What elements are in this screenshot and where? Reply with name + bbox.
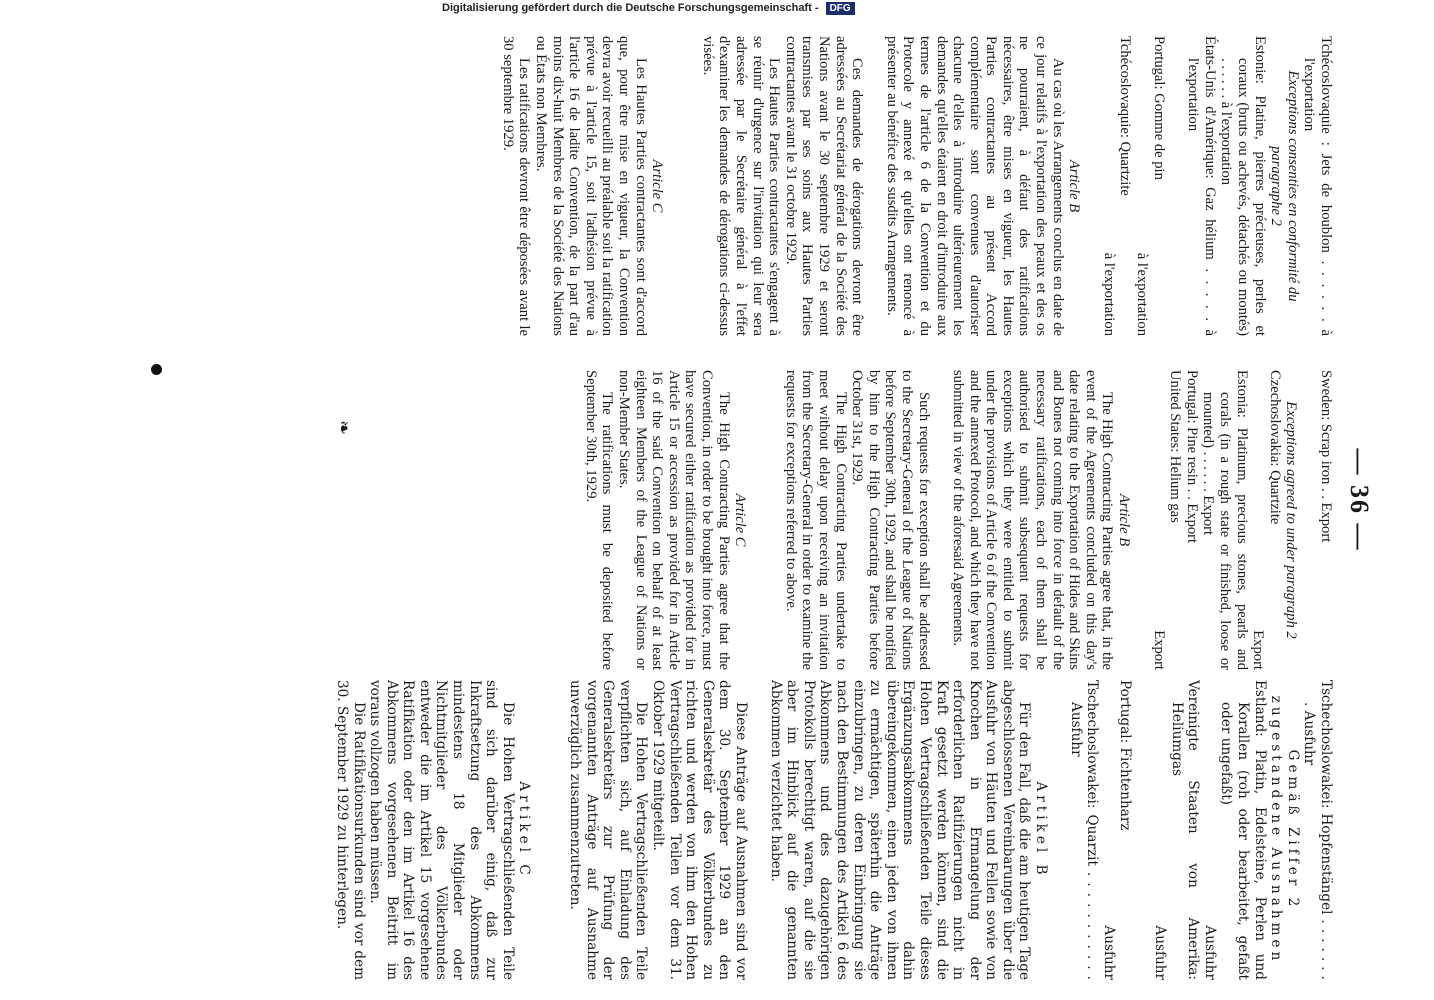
de-portugal-export: Ausfuhr [1100,925,1117,980]
fr-article-b-para-3: Les Hautes Parties contractantes s'engagent à se réunir d'urgence sur l'invitation qui leur sera adressée par le Secrétaire général à l'effet d'examiner les demandes de dérogations ci-dessus visées. [699,36,783,336]
de-article-c-para-1: Die Hohen Vertragschließenden Teile sind sich darüber einig, daß zur Inkraftsetzung des Abkommens mindestens 18 Mitglieder oder Nichtmitglieder des Völkerbundes entweder die im Artikel 15 vorgesehene Ratifikation oder den im Artikel 16 des Abkommens vorgesehenen Beitritt im voraus vollzogen haben müssen. [367,680,516,980]
de-usa-helium-export: Ausfuhr [1152,925,1169,980]
en-usa-helium: United States: Helium gas [1167,370,1184,523]
en-czech-quartzite: Czechoslovakia: Quartzite [1266,370,1283,525]
scan-mark: ❧ [334,420,354,436]
en-usa-helium-export: Export [1150,630,1167,670]
en-sweden: Sweden: Scrap iron . . Export [1318,370,1334,543]
en-czech-quartzite-export: Export [1250,630,1267,670]
fr-article-b-para-2: Ces demandes de dérogations devront être adressées au Secrétariat général de la Société des Nations avant le 30 septembre 1929 et seront transmises par ses soins aux Hautes Parties contractantes avant le 31 octobre 1929. [782,36,866,336]
digitization-credit [442,2,851,18]
credit-text: Digitalisierung gefördert durch die Deutsche Forschungsgemeinschaft - [442,2,819,14]
en-article-b-para-3: The High Contracting Parties undertake to meet without delay upon receiving an invitation from the Secretary-General in order to examine the requests for exceptions referred to above. [782,370,849,670]
de-estonia: Estland: Platin, Edelsteine, Perlen und Korallen (roh oder bearbeitet, gefaßt oder ungefaßt) [1218,680,1268,980]
english-column [582,370,1334,670]
fr-portugal: Portugal: Gomme de pin [1150,36,1167,180]
en-estonia: Estonia: Platinum, precious stones, pearls and corals (in a rough state or finished, loose or mounted) . . . . . . Export [1200,370,1250,670]
de-article-c-para-2: Die Ratifikationsurkunden sind vor dem 30. September 1929 zu hinterlegen. [333,680,367,980]
french-column [499,36,1334,336]
german-column [333,680,1334,980]
fr-article-b-para-1: Au cas où les Arrangements conclus en date de ce jour relatifs à l'exportation des peaux et des os ne pourraient, à défaut des ratifications nécessaires, être mises en vigueur, les Hautes Parties contractantes au présent Accord complémentaire sont convenues d'autoriser chacune d'elles à introduire ultérieurement les demandes qu'elles étaient en droit d'introduire aux termes de l'article 6 de la Convention et du Protocole y annexé et qu'elles ont renoncé à présenter au bénéfice des susdits Arrangements. [883,36,1066,336]
dfg-logo: DFG [826,2,855,15]
de-article-b-para-1: Für den Fall, daß die am heutigen Tage abgeschlossenen Vereinbarungen über die Ausfuhr von Häuten und Fellen sowie von Knochen in Ermangelung der erforderlichen Ratifizierungen nicht in Kraft gesetzt werden können, sind die Hohen Vertragschließenden Teile dieses Ergänzungsabkommens dahin übereingekommen, einen jeden von ihnen zu ermächtigen, späterhin die Anträge einzubringen, zu deren Einbringung sie nach den Bestimmungen des Artikel 6 des Abkommens und des dazugehörigen Protokolls berechtigt waren, auf die sie aber im Hinblick auf die genannten Abkommen verzichtet haben. [767,680,1033,980]
en-article-c-para-2: The ratifications must be deposited before September 30th, 1929. [582,370,616,670]
de-exceptions-heading: Gemäß Ziffer 2 zugestandene Ausnahmen [1268,695,1301,965]
en-article-b-para-1: The High Contracting Parties agree that, in the event of the Agreements concluded on this day's date relating to the Exportation of Hides and Skins and Bones not coming into force in default of the necessary ratifications, each of them shall be authorised to submit subsequent requests for exceptions which they were entitled to submit under the provisions of Article 6 of the Convention and the annexed Protocol, and which they have not submitted in view of the aforesaid Agreements. [950,370,1116,670]
de-article-b-para-2: Diese Anträge auf Ausnahmen sind vor dem 30. September 1929 an den Generalsekretär des Völkerbundes zu richten und werden von ihm den Hohen Vertragschließenden Teilen vor dem 31. Oktober 1929 mitgeteilt. [650,680,749,980]
fr-usa-helium: États-Unis d'Amérique: Gaz hélium . . . . . à l'exportation [1185,36,1218,336]
de-article-b-heading: Artikel B [1033,781,1050,879]
fr-czech-hops: Tchécoslovaquie : Jets de houblon . . . . . . à l'exportation [1301,36,1334,336]
ink-dot-mark [151,364,162,375]
en-article-c-para-1: The High Contracting Parties agree that the Convention, in order to be brought into force, must have secured either ratification as provided for in Article 15 or accession as provided for in Article 16 of the said Convention on behalf of at least eighteen Members of the League of Nations or non-Member States. [616,370,732,670]
fr-estonia: Estonie: Platine, pierres précieuses, perles et coraux (bruts ou achevés, détachés ou montés) . . . . . . à l'exportation [1218,36,1268,336]
fr-article-b-heading: Article B [1066,159,1083,213]
de-estonia-export: Ausfuhr [1201,925,1218,980]
fr-exceptions-heading: Exceptions consenties en conformité du paragraphe 2 [1268,70,1301,302]
fr-article-c-para-2: Les ratifications devront être déposées avant le 30 septembre 1929. [499,36,533,336]
fr-czech-quartzite: Tchécoslovaquie: Quartzite [1117,36,1134,196]
en-article-b-para-2: Such requests for exception shall be addressed to the Secretary-General of the League of Nations before September 30th, 1929, and shall be notified by him to the High Contracting Parties before October 31st, 1929. [849,370,932,670]
en-portugal: Portugal: Pine resin . . Export [1183,370,1200,544]
fr-portugal-export: à l'exportation [1134,252,1151,336]
de-portugal: Portugal: Fichtenharz [1117,680,1134,831]
en-article-b-heading: Article B [1116,493,1133,547]
en-exceptions-heading: Exceptions agreed to under paragraph 2 [1283,401,1300,639]
fr-czech-quartzite-export: à l'exportation [1100,252,1117,336]
fr-article-c-heading: Article C [649,159,666,213]
de-czech-quartzite: Tschechoslowakei: Quarzit . . . . . . . . . . . Ausfuhr [1067,680,1101,980]
fr-article-c-para-1: Les Hautes Parties contractantes sont d'accord que, pour être mise en vigueur, la Convention devra avoir recueilli au préalable soit la ratification prévue à l'article 15, soit l'adhésion prévue à l'article 16 de ladite Convention, de la part d'au moins dix-huit Membres de la Société des Nations ou États non Membres. [533,36,649,336]
page-number: — 36 — [1345,448,1374,552]
de-usa-helium: Vereinigte Staaten von Amerika: Heliumgas [1168,680,1202,980]
en-article-c-heading: Article C [732,493,749,547]
de-czech-hops: Tschechoslowakei: Hopfenstängel . . . . . . . . Ausfuhr [1301,680,1334,980]
de-article-b-para-3: Die Hohen Vertragschließenden Teile verpflichten sich, auf Einladung des Generalsekretärs zur Prüfung der vorgenannten Anträge auf Ausnahme unverzüglich zusammenzutreten. [567,680,650,980]
de-article-c-heading: Artikel C [516,781,533,879]
